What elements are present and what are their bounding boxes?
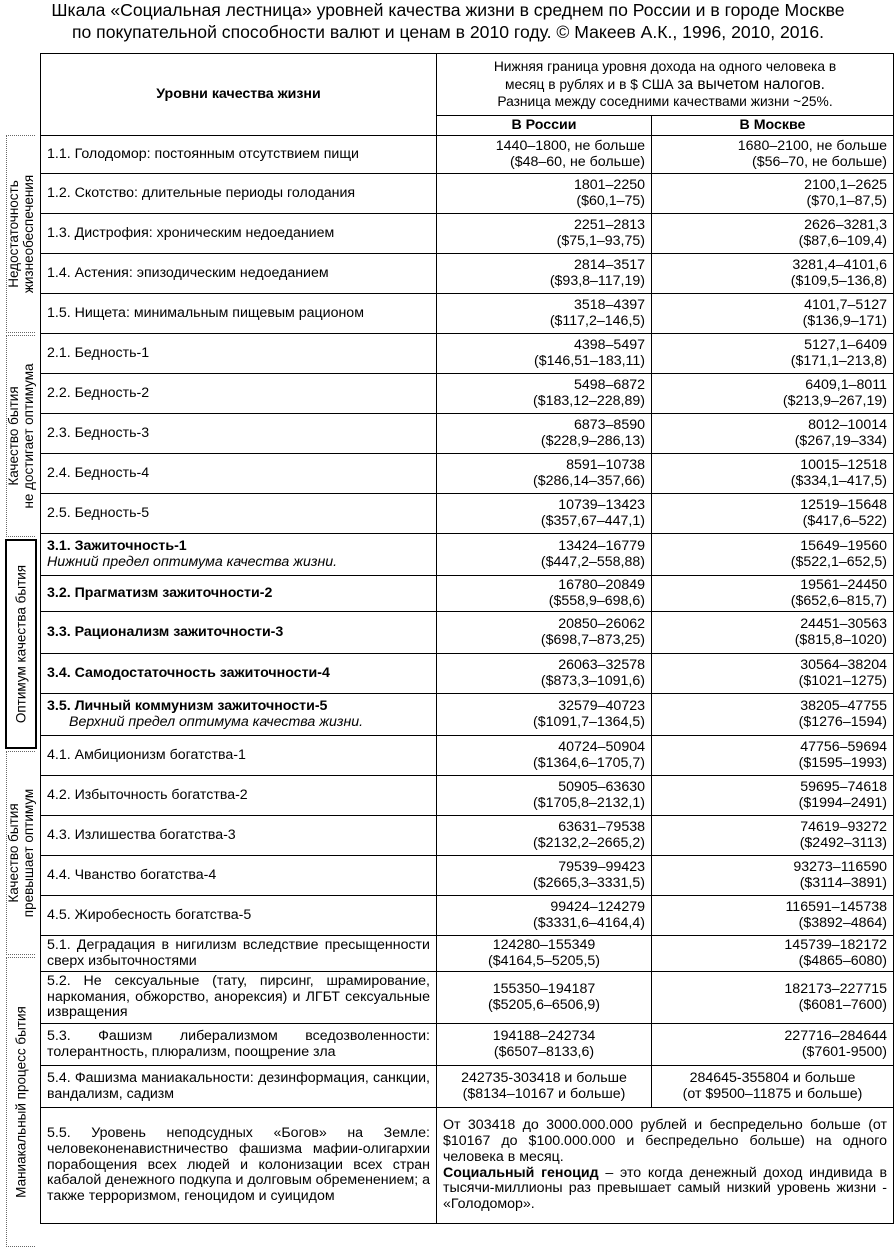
income-rub: 20850–26062 xyxy=(558,615,645,632)
moscow-income-cell xyxy=(652,776,894,816)
income-usd: ($2132,2–2665,2) xyxy=(532,834,645,851)
level-name: 5.3. Фашизм либерализмом вседозволенности: толерантность, плюрализм, поощрение зла xyxy=(47,1027,430,1060)
moscow-income-cell xyxy=(652,816,894,856)
income-usd: ($286,14–357,66) xyxy=(532,472,645,489)
group-label-line: Маниакальный процесс бытия xyxy=(13,1006,29,1198)
levels-header: Уровни качества жизни xyxy=(41,54,437,136)
level-name: 2.5. Бедность-5 xyxy=(47,504,150,521)
income-usd: ($75,1–93,75) xyxy=(556,232,645,249)
level-name: 3.2. Прагматизм зажиточности-2 xyxy=(47,584,273,601)
income-usd: ($1276–1594) xyxy=(798,713,887,730)
level-name-cell xyxy=(41,1066,437,1108)
income-usd: ($3331,6–4164,4) xyxy=(532,914,645,931)
document-title xyxy=(0,0,896,43)
table-row-last xyxy=(41,1108,894,1224)
level-name-cell xyxy=(41,576,437,612)
moscow-income-cell xyxy=(652,454,894,494)
income-rub: 50905–63630 xyxy=(558,778,645,795)
income-usd: ($2492–3113) xyxy=(799,834,887,851)
russia-income-cell xyxy=(437,136,652,174)
genocide-term: Социальный геноцид xyxy=(443,1164,599,1181)
income-usd: ($48–60, не больше) xyxy=(510,153,645,170)
level-name-cell xyxy=(41,174,437,214)
moscow-income-cell xyxy=(652,174,894,214)
level-name: 3.5. Личный коммунизм зажиточности-5 xyxy=(47,697,328,714)
level-name-cell xyxy=(41,136,437,174)
level-name-cell xyxy=(41,776,437,816)
income-rub: 30564–38204 xyxy=(800,656,887,673)
group-optimum xyxy=(5,539,37,749)
group-label-line: Качество бытия xyxy=(6,803,21,903)
moscow-header: В Москве xyxy=(652,116,894,136)
russia-income-cell xyxy=(437,214,652,254)
income-usd: ($109,5–136,8) xyxy=(790,272,887,289)
income-rub: 284645-355804 и больше xyxy=(689,1069,856,1086)
table-row xyxy=(41,494,894,534)
table-row xyxy=(41,972,894,1024)
income-rub: 47756–59694 xyxy=(800,738,887,755)
income-usd: ($70,1–87,5) xyxy=(806,192,887,209)
level-name: 1.5. Нищета: минимальным пищевым рационом xyxy=(47,304,364,321)
income-usd: ($1705,8–2132,1) xyxy=(532,794,645,811)
income-usd: ($136,9–171) xyxy=(802,312,887,329)
level-name-cell xyxy=(41,654,437,694)
level-name-cell: 5.5. Уровень неподсудных «Богов» на Земле: человеконенавистничество фашизма мафии-олигархии порабощения всех людей и колонизации всех стран кабалой денежного подкупа и долговым обременением; а также терроризмом, геноцидом и суицидом xyxy=(41,1108,437,1224)
income-usd: ($7601-9500) xyxy=(801,1043,887,1060)
genocide-definition: – это когда денежный доход индивида в тысячи-миллионы раз превышает самый низкий уровень жизни - «Голодомор». xyxy=(443,1164,887,1213)
level-name-cell xyxy=(41,414,437,454)
income-usd: ($815,8–1020) xyxy=(794,631,887,648)
level-name: 3.4. Самодостаточность зажиточности-4 xyxy=(47,664,330,681)
level-name-cell xyxy=(41,612,437,654)
russia-income-cell xyxy=(437,856,652,896)
title-line-2: по покупательной способности валют и ценам в 2010 году. © Макеев А.К., 1996, 2010, 2016. xyxy=(71,21,825,42)
income-rub: 16780–20849 xyxy=(558,576,645,593)
level-name: 4.2. Избыточность богатства-2 xyxy=(47,786,248,803)
quality-of-life-table xyxy=(40,53,894,1224)
moscow-income-cell xyxy=(652,612,894,654)
level-name-cell xyxy=(41,856,437,896)
income-usd: ($1994–2491) xyxy=(798,794,887,811)
moscow-income-cell xyxy=(652,214,894,254)
russia-income-cell xyxy=(437,454,652,494)
russia-income-cell xyxy=(437,736,652,776)
income-rub: 40724–50904 xyxy=(558,738,645,755)
income-rub: 2100,1–2625 xyxy=(804,176,887,193)
level-name-cell xyxy=(41,334,437,374)
russia-income-cell xyxy=(437,174,652,214)
russia-income-cell xyxy=(437,972,652,1024)
russia-income-cell xyxy=(437,654,652,694)
income-usd: ($56–70, не больше) xyxy=(752,153,887,170)
income-usd: ($183,12–228,89) xyxy=(532,392,645,409)
income-rub: 124280–155349 xyxy=(492,936,596,953)
level-name: 5.1. Деградация в нигилизм вследствие пресыщенности сверх избыточностями xyxy=(47,936,430,969)
russia-income-cell xyxy=(437,294,652,334)
moscow-income-cell xyxy=(652,576,894,612)
income-rub: 155350–194187 xyxy=(492,980,596,997)
table-row xyxy=(41,294,894,334)
russia-income-cell xyxy=(437,254,652,294)
group-label-line: Качество бытия xyxy=(6,386,21,486)
level-name-cell xyxy=(41,494,437,534)
russia-income-cell xyxy=(437,776,652,816)
level-name-cell xyxy=(41,534,437,576)
income-rub: 2626–3281,3 xyxy=(804,216,887,233)
level-name: 4.1. Амбиционизм богатства-1 xyxy=(47,746,246,763)
income-usd: ($4865–6080) xyxy=(798,952,887,969)
level-name-cell xyxy=(41,694,437,736)
income-usd: ($60,1–75) xyxy=(576,192,645,209)
income-rub: 10015–12518 xyxy=(800,456,887,473)
income-rub: 1801–2250 xyxy=(573,176,645,193)
income-rub: 99424–124279 xyxy=(550,898,645,915)
income-usd: ($334,1–417,5) xyxy=(790,472,887,489)
russia-income-cell xyxy=(437,816,652,856)
group-below-optimum xyxy=(6,335,35,537)
income-rub: 10739–13423 xyxy=(558,496,645,513)
income-usd: ($4164,5–5205,5) xyxy=(487,952,601,969)
level-name-cell xyxy=(41,454,437,494)
income-usd: ($447,2–558,88) xyxy=(540,553,645,570)
income-rub: 3281,4–4101,6 xyxy=(792,256,887,273)
russia-income-cell xyxy=(437,414,652,454)
income-rub: 3518–4397 xyxy=(573,296,645,313)
russia-income-cell xyxy=(437,334,652,374)
income-usd: ($3892–4864) xyxy=(798,914,887,931)
level-name-cell xyxy=(41,736,437,776)
level-name-cell xyxy=(41,972,437,1024)
level-name: 5.4. Фашизма маниакальности: дезинформация, санкции, вандализм, садизм xyxy=(47,1069,430,1102)
income-rub: 182173–227715 xyxy=(784,980,887,997)
moscow-income-cell xyxy=(652,254,894,294)
income-rub: 6409,1–8011 xyxy=(805,376,887,393)
income-rub: 242735-303418 и больше xyxy=(461,1069,627,1086)
income-usd: ($1595–1993) xyxy=(798,754,887,771)
moscow-income-cell xyxy=(652,1024,894,1066)
table-row xyxy=(41,612,894,654)
moscow-income-cell xyxy=(652,736,894,776)
income-rub: 2814–3517 xyxy=(573,256,645,273)
income-usd: ($6081–7600) xyxy=(798,996,887,1013)
group-label-line: не достигает оптимума xyxy=(21,363,36,509)
income-usd: (от $9500–11875 и больше) xyxy=(682,1085,863,1102)
level-name: 3.1. Зажиточность-1 xyxy=(47,537,187,554)
income-header-emphasis: за вычетом налогов. xyxy=(677,75,825,93)
income-rub: 116591–145738 xyxy=(785,898,887,915)
income-usd: ($417,6–522) xyxy=(802,512,887,529)
income-usd: ($873,3–1091,6) xyxy=(540,672,645,689)
income-usd: ($1091,7–1364,5) xyxy=(532,713,645,730)
income-usd: ($267,19–334) xyxy=(794,432,887,449)
russia-income-cell xyxy=(437,936,652,972)
table-row xyxy=(41,576,894,612)
income-rub: 5127,1–6409 xyxy=(804,336,887,353)
income-header-line: Разница между соседними качествами жизни ~25%. xyxy=(497,94,833,110)
table-row xyxy=(41,736,894,776)
moscow-income-cell xyxy=(652,972,894,1024)
group-above-optimum xyxy=(6,751,35,955)
russia-income-cell xyxy=(437,896,652,936)
income-usd: ($3114–3891) xyxy=(799,874,887,891)
income-usd: ($8134–10167 и больше) xyxy=(462,1085,626,1102)
income-rub: 5498–6872 xyxy=(573,376,645,393)
income-rub: 15649–19560 xyxy=(800,537,887,554)
moscow-income-cell xyxy=(652,534,894,576)
income-usd: ($93,8–117,19) xyxy=(549,272,645,289)
income-usd: ($2665,3–3331,5) xyxy=(532,874,645,891)
level-name-cell xyxy=(41,374,437,414)
income-rub: 1680–2100, не больше xyxy=(737,137,887,154)
moscow-income-cell xyxy=(652,334,894,374)
genocide-description-cell xyxy=(437,1108,894,1224)
income-usd: ($1364,6–1705,7) xyxy=(532,754,645,771)
moscow-income-cell xyxy=(652,856,894,896)
income-usd: ($87,6–109,4) xyxy=(798,232,887,249)
level-name-cell xyxy=(41,816,437,856)
table-row xyxy=(41,254,894,294)
russia-income-cell xyxy=(437,576,652,612)
income-rub: 2251–2813 xyxy=(573,216,645,233)
group-insufficiency xyxy=(6,135,35,333)
table-row xyxy=(41,1066,894,1108)
upper-range-text: От 303418 до 3000.000.000 рублей и беспредельно больше (от $10167 до $100.000.000 и беспредельно больше) на одного человека в месяц. xyxy=(443,1117,887,1165)
income-usd: ($5205,6–6506,9) xyxy=(487,996,601,1013)
russia-income-cell xyxy=(437,1024,652,1066)
level-note: Верхний предел оптимума качества жизни. xyxy=(69,713,364,730)
income-rub: 194188–242734 xyxy=(492,1027,596,1044)
income-usd: ($558,9–698,6) xyxy=(548,592,645,609)
level-name: 2.2. Бедность-2 xyxy=(47,384,150,401)
group-manic xyxy=(6,957,35,1247)
table-row xyxy=(41,1024,894,1066)
moscow-income-cell xyxy=(652,136,894,174)
level-name-cell xyxy=(41,214,437,254)
income-usd: ($357,67–447,1) xyxy=(540,512,645,529)
income-usd: ($228,9–286,13) xyxy=(540,432,645,449)
group-label-line: превышает оптимум xyxy=(21,788,36,918)
moscow-income-cell xyxy=(652,374,894,414)
income-usd: ($652,6–815,7) xyxy=(790,592,887,609)
income-rub: 8012–10014 xyxy=(808,416,887,433)
group-label-line: жизнеобеспечения xyxy=(21,174,36,294)
income-usd: ($522,1–652,5) xyxy=(790,553,887,570)
level-name: 4.5. Жиробесность богатства-5 xyxy=(47,906,252,923)
level-name-cell xyxy=(41,1024,437,1066)
income-rub: 32579–40723 xyxy=(558,697,645,714)
level-name: 5.2. Не сексуальные (тату, пирсинг, шрамирование, наркомания, обжорство, анорексия) и ЛГБТ сексуальные извращения xyxy=(47,972,430,1021)
moscow-income-cell xyxy=(652,414,894,454)
moscow-income-cell xyxy=(652,896,894,936)
table-row xyxy=(41,374,894,414)
income-usd: ($117,2–146,5) xyxy=(549,312,645,329)
table-row xyxy=(41,414,894,454)
income-rub: 59695–74618 xyxy=(800,778,887,795)
level-name: 4.3. Излишества богатства-3 xyxy=(47,826,236,843)
level-name: 2.1. Бедность-1 xyxy=(47,344,150,361)
table-row xyxy=(41,896,894,936)
level-name: 2.4. Бедность-4 xyxy=(47,464,150,481)
table-row xyxy=(41,856,894,896)
income-rub: 93273–116590 xyxy=(793,858,887,875)
russia-header: В России xyxy=(437,116,652,136)
income-rub: 12519–15648 xyxy=(800,496,887,513)
table-row xyxy=(41,534,894,576)
russia-income-cell xyxy=(437,1066,652,1108)
level-name: 4.4. Чванство богатства-4 xyxy=(47,866,217,883)
russia-income-cell xyxy=(437,694,652,736)
level-name-cell xyxy=(41,896,437,936)
income-rub: 13424–16779 xyxy=(558,537,645,554)
group-label-line: Оптимум качества бытия xyxy=(13,564,29,724)
russia-income-cell xyxy=(437,374,652,414)
group-label-line: Недостаточность xyxy=(6,180,21,288)
income-usd: ($213,9–267,19) xyxy=(782,392,887,409)
level-name: 1.3. Дистрофия: хроническим недоеданием xyxy=(47,224,335,241)
level-name-cell xyxy=(41,936,437,972)
table-row xyxy=(41,694,894,736)
level-name: 2.3. Бедность-3 xyxy=(47,424,150,441)
table-row xyxy=(41,214,894,254)
moscow-income-cell xyxy=(652,654,894,694)
level-name: 1.1. Голодомор: постоянным отсутствием пищи xyxy=(47,145,359,162)
level-name-cell xyxy=(41,254,437,294)
income-rub: 74619–93272 xyxy=(800,818,887,835)
level-name: 1.2. Скотство: длительные периоды голодания xyxy=(47,184,356,201)
moscow-income-cell xyxy=(652,694,894,736)
moscow-income-cell xyxy=(652,294,894,334)
income-header xyxy=(437,54,894,116)
income-rub: 6873–8590 xyxy=(573,416,645,433)
income-usd: ($6507–8133,6) xyxy=(493,1043,595,1060)
table-row xyxy=(41,936,894,972)
income-usd: ($171,1–213,8) xyxy=(790,352,887,369)
level-name: 3.3. Рационализм зажиточности-3 xyxy=(47,623,284,640)
income-rub: 38205–47755 xyxy=(800,697,887,714)
income-rub: 79539–99423 xyxy=(558,858,645,875)
russia-income-cell xyxy=(437,612,652,654)
table-row xyxy=(41,816,894,856)
table-row xyxy=(41,454,894,494)
income-header-line: Нижняя граница уровня дохода на одного человека в xyxy=(493,59,837,75)
income-usd: ($146,51–183,11) xyxy=(534,352,645,369)
income-rub: 1440–1800, не больше xyxy=(495,137,645,154)
income-rub: 145739–182172 xyxy=(784,936,887,953)
table-row xyxy=(41,654,894,694)
income-usd: ($1021–1275) xyxy=(798,672,887,689)
table-header-row xyxy=(41,54,894,116)
moscow-income-cell xyxy=(652,1066,894,1108)
table-row xyxy=(41,334,894,374)
income-rub: 4101,7–5127 xyxy=(804,296,887,313)
russia-income-cell xyxy=(437,494,652,534)
russia-income-cell xyxy=(437,534,652,576)
table-row xyxy=(41,776,894,816)
level-name: 1.4. Астения: эпизодическим недоеданием xyxy=(47,264,329,281)
moscow-income-cell xyxy=(652,936,894,972)
table-row xyxy=(41,136,894,174)
income-rub: 19561–24450 xyxy=(800,576,887,593)
income-usd: ($698,7–873,25) xyxy=(540,631,645,648)
income-rub: 227716–284644 xyxy=(784,1027,887,1044)
group-labels-column xyxy=(0,53,40,1249)
income-rub: 24451–30563 xyxy=(800,615,887,632)
income-rub: 8591–10738 xyxy=(566,456,645,473)
income-rub: 4398–5497 xyxy=(573,336,645,353)
level-note: Нижний предел оптимума качества жизни. xyxy=(47,553,338,570)
level-name-cell xyxy=(41,294,437,334)
income-rub: 26063–32578 xyxy=(558,656,645,673)
title-line-1: Шкала «Социальная лестница» уровней качества жизни в среднем по России и в городе Москве xyxy=(51,0,845,20)
moscow-income-cell xyxy=(652,494,894,534)
income-rub: 63631–79538 xyxy=(558,818,645,835)
income-header-line: месяц в рублях и в $ США xyxy=(505,76,678,92)
table-row xyxy=(41,174,894,214)
